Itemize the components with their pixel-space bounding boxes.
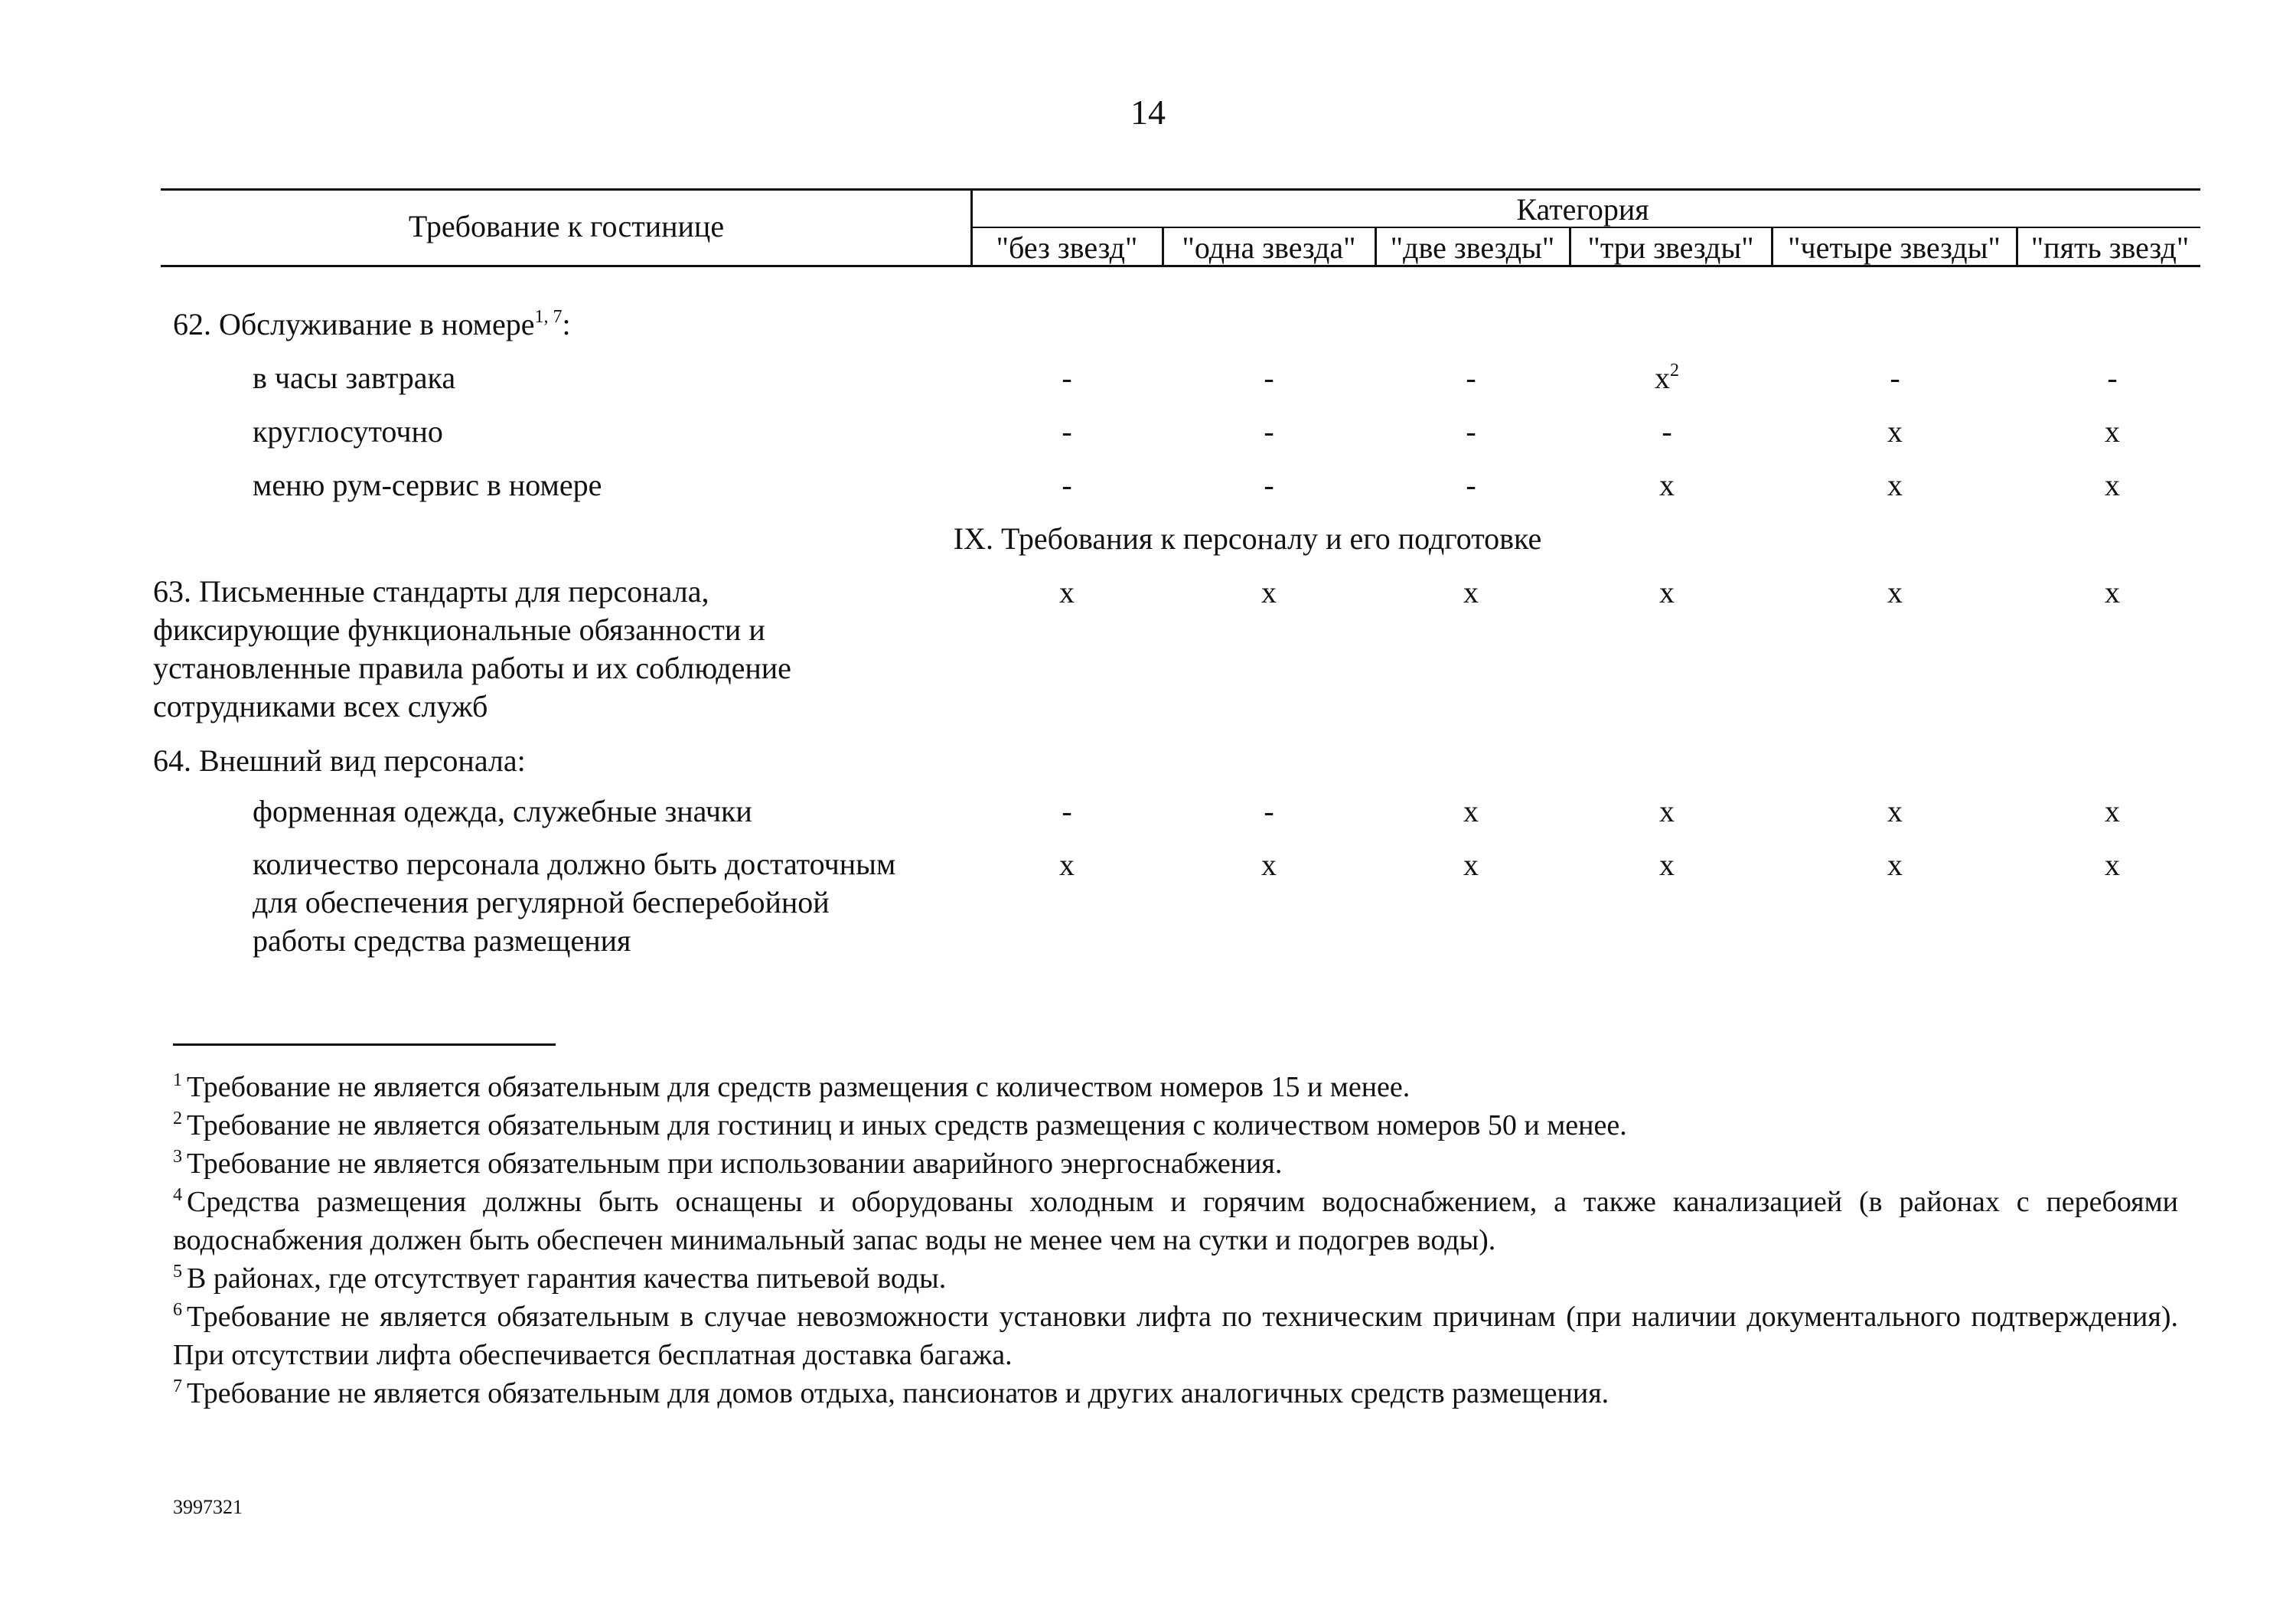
footnote-number: 5 [173,1262,182,1282]
table-cell: - [1062,414,1072,449]
footnote-text: Требование не является обязательным для домов отдыха, пансионатов и других аналогичных средств размещения. [187,1377,1609,1409]
row-64b-line: работы средства размещения [253,923,631,958]
table-cell: х [2105,468,2120,502]
footnote-number: 2 [173,1109,182,1128]
category-divider-1 [1162,227,1164,266]
table-cell: - [1466,468,1476,502]
table-cell: х [1059,575,1075,609]
footnote-text: В районах, где отсутствует гарантия качества питьевой воды. [187,1262,947,1295]
header-requirement: Требование к гостинице [408,209,725,243]
category-three-stars: "три звезды" [1587,230,1754,265]
footnote-number: 1 [173,1070,182,1090]
row-63-line: установленные правила работы и их соблюдение [153,651,791,685]
table-cell: - [1062,468,1072,502]
table-cell: х [1463,847,1479,882]
header-category: Категория [1516,192,1649,227]
row-62-text: 62. Обслуживание в номере [173,307,535,341]
footnote-text: Требование не является обязательным для средств размещения с количеством номеров 15 и менее. [187,1071,1411,1103]
table-cell: х [1261,847,1277,882]
table-cell: х [1659,468,1675,502]
footnote-number: 3 [173,1147,182,1167]
category-no-stars: "без звезд" [996,230,1138,265]
category-two-stars: "две звезды" [1390,230,1555,265]
footnote-ref: 2 [1670,361,1679,380]
row-62b-label: круглосуточно [253,414,443,449]
category-four-stars: "четыре звезды" [1788,230,2001,265]
category-five-stars: "пять звезд" [2030,230,2190,265]
table-top-rule [161,188,2200,191]
table-cell: - [1890,361,1900,395]
table-cell: х [1887,847,1903,882]
table-cell: х [1887,468,1903,502]
table-cell: х [2105,575,2120,609]
table-cell: - [1062,361,1072,395]
table-cell: х [1463,794,1479,828]
page-number: 14 [1130,93,1166,132]
footnote-number: 6 [173,1300,182,1320]
footnote-number: 7 [173,1376,182,1396]
row-64b-line: для обеспечения регулярной бесперебойной [253,885,830,919]
table-cell: - [1264,794,1274,828]
section-ix-heading: IX. Требования к персоналу и его подготовке [953,521,1542,556]
row-62a-label: в часы завтрака [253,361,456,395]
row-63-line: сотрудниками всех служб [153,689,488,723]
table-cell: х [1887,794,1903,828]
table-cell [1590,360,1743,396]
row-63-line: 63. Письменные стандарты для персонала, [153,574,709,609]
table-cell: - [1466,414,1476,449]
row-62-footnote-ref: 1, 7 [534,307,563,327]
table-cell: х [2105,794,2120,828]
document-id: 3997321 [173,1496,243,1518]
footnote-text: Требование не является обязательным в случае невозможности установки лифта по техническим причинам (при наличии документального подтверждения). При отсутствии лифта обеспечивается бесплатная доставка багажа. [173,1301,2178,1371]
row-62-label [173,306,571,342]
category-divider-3 [1569,227,1571,266]
table-cell: х [1059,847,1075,882]
table-cell: х [1659,794,1675,828]
table-cell: - [1264,361,1274,395]
table-cell: х [1261,575,1277,609]
footnote-text: Требование не является обязательным при использовании аварийного энергоснабжения. [187,1148,1283,1180]
row-64-label: 64. Внешний вид персонала: [153,743,526,778]
footnote-separator [173,1043,556,1046]
table-cell: х [1887,575,1903,609]
row-63-line: фиксирующие функциональные обязанности и [153,612,765,647]
footnote-4 [173,1176,2178,1259]
footnote-7 [173,1367,2178,1412]
table-cell-value: х [1655,361,1670,395]
row-62c-label: меню рум-сервис в номере [253,468,602,502]
table-cell: х [1463,575,1479,609]
table-cell: х [1659,575,1675,609]
row-64a-label: форменная одежда, служебные значки [253,794,752,828]
table-cell: х [1887,414,1903,449]
row-63-label [153,573,791,726]
row-64b-line: количество персонала должно быть достаточным [253,847,896,881]
category-divider-2 [1375,227,1377,266]
table-cell: х [1659,847,1675,882]
table-cell: - [1264,414,1274,449]
table-cell: х [2105,414,2120,449]
category-divider-4 [1771,227,1773,266]
table-cell: - [1466,361,1476,395]
table-cell: - [1264,468,1274,502]
row-64b-label [253,845,895,960]
row-62-suffix: : [562,307,571,341]
footnote-6 [173,1291,2178,1374]
footnote-number: 4 [173,1185,182,1205]
category-one-star: "одна звезда" [1182,230,1356,265]
footnote-text: Средства размещения должны быть оснащены и оборудованы холодным и горячим водоснабжением, а также канализацией (в районах с перебоями водоснабжения должен быть обеспечен минимальный запас воды не менее чем на сутки и подогрев воды). [173,1186,2178,1256]
table-cell: - [1062,794,1072,828]
footnote-text: Требование не является обязательным для гостиниц и иных средств размещения с количеством номеров 50 и менее. [187,1109,1627,1141]
table-cell: - [1662,414,1672,449]
category-divider-5 [2016,227,2018,266]
table-cell: - [2107,361,2118,395]
table-cell: х [2105,847,2120,882]
